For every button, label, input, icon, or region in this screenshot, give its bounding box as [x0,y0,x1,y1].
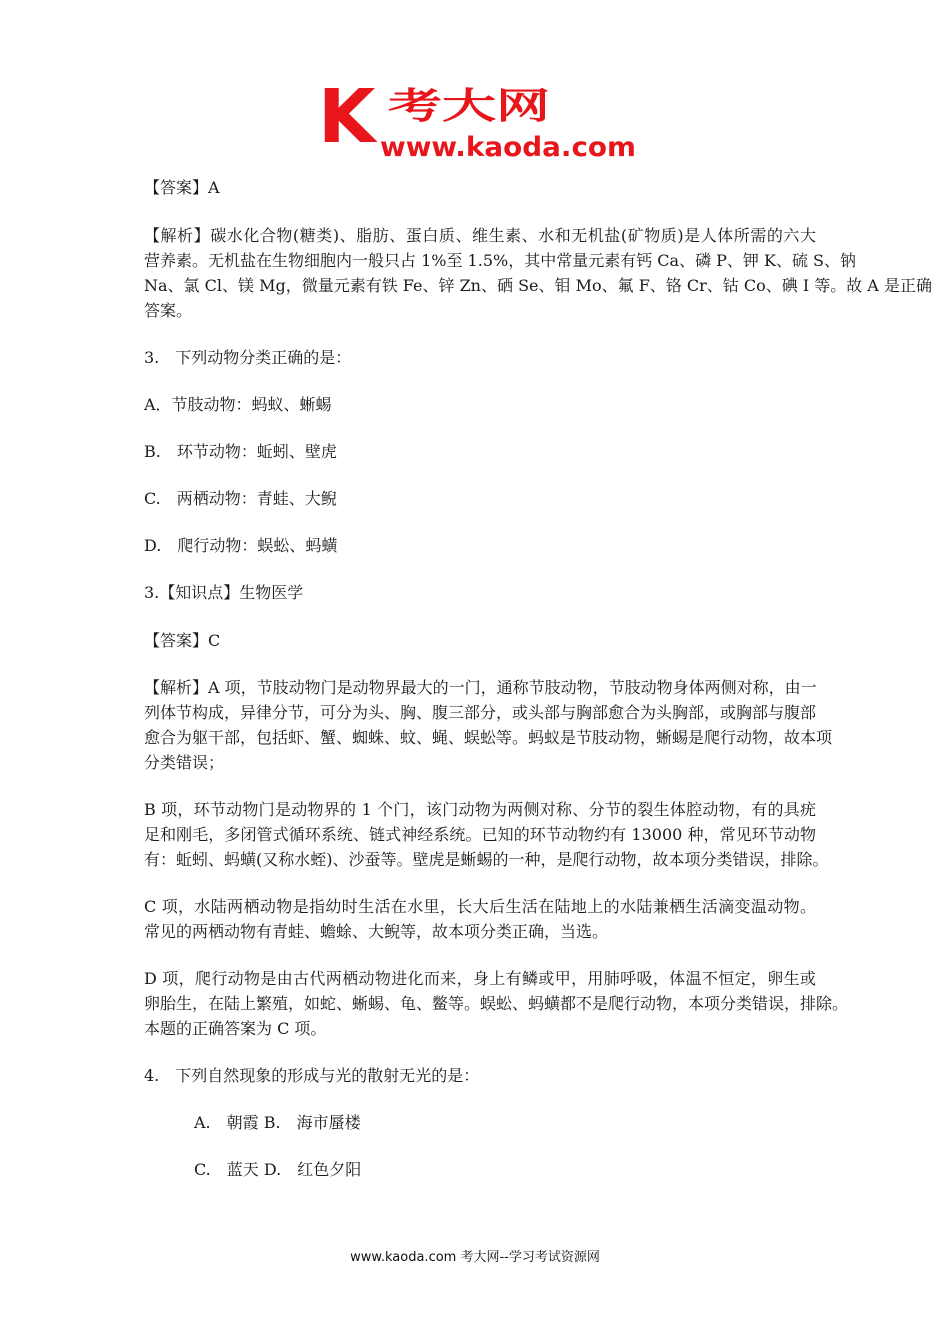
option-text: A. 朝霞 B. 海市蜃楼 [194,1113,361,1132]
analysis-line: 列体节构成，异律分节，可分为头、胸、腹三部分，或头部与胸部愈合为头胸部，或胸部与腹部 [144,703,817,722]
analysis-line: 本题的正确答案为 C 项。 [144,1019,327,1038]
logo-k-mark: K [318,80,376,160]
analysis-option-b [144,797,829,872]
option-text: B. 环节动物：蚯蚓、壁虎 [144,442,337,461]
analysis-1-line: 【解析】碳水化合物(糖类)、脂肪、蛋白质、维生素、水和无机盐(矿物质)是人体所需的六大 [144,226,816,245]
analysis-1-line: 答案。 [144,301,193,320]
analysis-1-line: Na、氯 Cl、镁 Mg，微量元素有铁 Fe、锌 Zn、硒 Se、钼 Mo、氟 F、铬 Cr、钴 Co、碘 I 等。故 A 是正确 [144,276,932,295]
option-text: C. 蓝天 D. 红色夕阳 [194,1160,362,1179]
question-3-answer [144,628,816,653]
analysis-line: 【解析】A 项，节肢动物门是动物界最大的一门，通称节肢动物，节肢动物身体两侧对称，由一 [144,678,817,697]
question-3-option-d [144,533,816,558]
kaoda-logo [318,80,638,162]
question-3-option-a [144,392,816,417]
question-4-stem [144,1063,816,1088]
analysis-line: D 项，爬行动物是由古代两栖动物进化而来，身上有鳞或甲，用肺呼吸，体温不恒定，卵生或 [144,969,816,988]
question-3-stem-text: 3. 下列动物分类正确的是： [144,348,352,367]
question-3-stem [144,345,816,370]
analysis-option-a [144,675,833,775]
analysis-1 [144,223,932,323]
analysis-line: B 项，环节动物门是动物界的 1 个门，该门动物为两侧对称、分节的裂生体腔动物，有的具疣 [144,800,816,819]
analysis-line: 分类错误； [144,753,225,772]
logo-graphic [318,80,638,162]
answer-1 [144,175,816,200]
option-text: A．节肢动物：蚂蚁、蜥蜴 [144,395,332,414]
answer-text: 【答案】C [144,631,221,650]
option-text: D. 爬行动物：蜈蚣、蚂蟥 [144,536,338,555]
knowledge-text: 3.【知识点】生物医学 [144,583,304,602]
analysis-line: 有：蚯蚓、蚂蟥(又称水蛭)、沙蚕等。壁虎是蜥蜴的一种，是爬行动物，故本项分类错误，排除。 [144,850,829,869]
analysis-line: C 项，水陆两栖动物是指幼时生活在水里，长大后生活在陆地上的水陆兼栖生活滴变温动物。 [144,897,816,916]
question-3-option-c [144,486,816,511]
analysis-line: 足和刚毛，多闭管式循环系统、链式神经系统。已知的环节动物约有 13000 种，常见环节动物 [144,825,816,844]
analysis-option-c [144,894,816,944]
logo-brand-cn: 考大网 [388,86,550,127]
footer-text: www.kaoda.com 考大网--学习考试资源网 [350,1250,600,1265]
logo-brand-url: www.kaoda.com [380,132,636,162]
question-3-knowledge [144,580,816,605]
question-4-stem-text: 4. 下列自然现象的形成与光的散射无光的是： [144,1066,480,1085]
question-4-options-row-1 [194,1110,794,1135]
answer-1-text: 【答案】A [144,178,220,197]
option-text: C. 两栖动物：青蛙、大鲵 [144,489,337,508]
analysis-line: 愈合为躯干部，包括虾、蟹、蜘蛛、蚊、蝇、蜈蚣等。蚂蚁是节肢动物，蜥蜴是爬行动物，故本项 [144,728,833,747]
question-4-options-row-2 [194,1157,794,1182]
question-3-option-b [144,439,816,464]
analysis-line: 卵胎生，在陆上繁殖，如蛇、蜥蜴、龟、鳖等。蜈蚣、蚂蟥都不是爬行动物，本项分类错误，排除。 [144,994,849,1013]
analysis-1-line: 营养素。无机盐在生物细胞内一般只占 1%至 1.5%，其中常量元素有钙 Ca、磷 P、钾 K、硫 S、钠 [144,251,857,270]
analysis-option-d [144,966,849,1041]
page-footer [0,1246,950,1265]
analysis-line: 常见的两栖动物有青蛙、蟾蜍、大鲵等，故本项分类正确，当选。 [144,922,609,941]
